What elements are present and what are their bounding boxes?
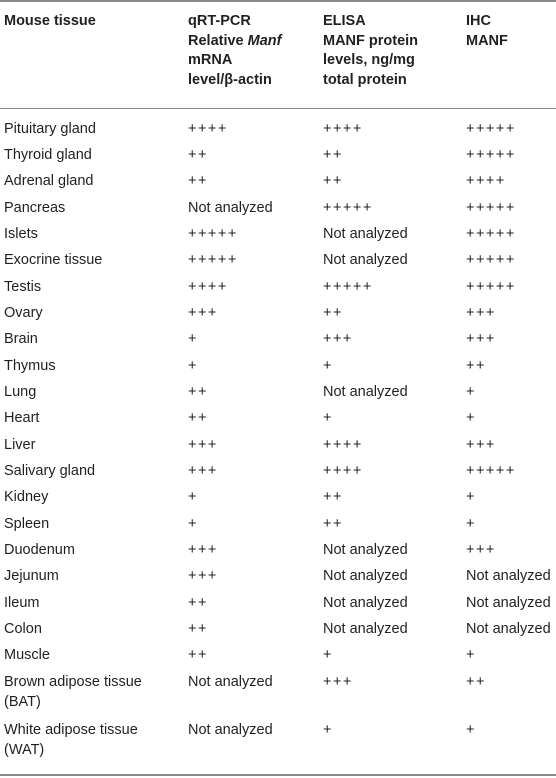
ihc-cell: ++ [466,358,486,374]
qrtpcr-cell: ++++ [188,121,228,137]
tissue-name-line: Brown adipose tissue [4,674,142,690]
tissue-name-line: Pituitary gland [4,121,96,137]
elisa-cell: +++ [323,674,353,690]
qrtpcr-cell: Not analyzed [188,200,273,216]
tissue-name-cell [4,119,96,139]
tissue-name-line: Exocrine tissue [4,252,103,268]
header-ihc [466,12,508,51]
elisa-cell: ++ [323,489,343,505]
table-bottom-rule [0,774,556,776]
tissue-name-line: Testis [4,279,42,295]
tissue-name-line: Muscle [4,647,50,663]
header-line: MANF [466,32,508,49]
elisa-cell: ++ [323,147,343,163]
elisa-cell: + [323,358,333,374]
tissue-name-line: Spleen [4,516,50,532]
tissue-name-cell [4,619,42,639]
elisa-cell: Not analyzed [323,621,408,637]
tissue-name-cell [4,250,102,270]
tissue-name-cell [4,277,41,297]
tissue-name-line: Ileum [4,595,40,611]
ihc-cell: +++++ [466,252,516,268]
elisa-cell: ++++ [323,437,363,453]
tissue-name-cell [4,408,39,428]
qrtpcr-cell: ++ [188,647,208,663]
ihc-cell: + [466,647,476,663]
header-line: MANF protein [323,32,419,49]
tissue-name-line: Adrenal gland [4,173,94,189]
tissue-name-cell [4,720,138,760]
header-divider-rule [0,108,556,109]
ihc-cell: +++ [466,437,496,453]
qrtpcr-cell: +++++ [188,226,238,242]
ihc-cell: Not analyzed [466,595,551,611]
qrtpcr-cell: Not analyzed [188,722,273,738]
ihc-cell: +++++ [466,463,516,479]
header-mouse-tissue [4,12,96,32]
elisa-cell: Not analyzed [323,542,408,558]
header-line: level/β-actin [188,71,272,88]
tissue-name-cell [4,356,56,376]
tissue-name-cell [4,435,35,455]
header-line: Relative Manf [188,32,282,49]
elisa-cell: ++ [323,516,343,532]
elisa-cell: ++ [323,173,343,189]
tissue-name-line: Ovary [4,305,43,321]
gene-name-italic: Manf [247,32,282,49]
qrtpcr-cell: ++ [188,621,208,637]
qrtpcr-cell: ++ [188,384,208,400]
tissue-name-line: Liver [4,437,36,453]
tissue-name-cell [4,461,95,481]
elisa-cell: + [323,722,333,738]
tissue-name-line: Thymus [4,358,56,374]
ihc-cell: + [466,722,476,738]
qrtpcr-cell: Not analyzed [188,674,273,690]
tissue-name-cell [4,540,75,560]
tissue-name-cell [4,487,48,507]
header-line: Mouse tissue [4,13,96,29]
tissue-name-cell [4,329,38,349]
ihc-cell: + [466,384,476,400]
tissue-name-line: Brain [4,331,38,347]
tissue-name-line: Islets [4,226,38,242]
ihc-cell: +++++ [466,226,516,242]
tissue-name-line: Duodenum [4,542,75,558]
ihc-cell: +++ [466,331,496,347]
header-qrtpcr [188,12,282,90]
tissue-name-line: Pancreas [4,200,66,216]
qrtpcr-cell: + [188,489,198,505]
qrtpcr-cell: +++ [188,568,218,584]
ihc-cell: +++++ [466,121,516,137]
tissue-name-cell [4,645,50,665]
header-elisa [323,12,418,90]
tissue-name-cell [4,514,49,534]
elisa-cell: Not analyzed [323,226,408,242]
elisa-cell: + [323,410,333,426]
elisa-cell: Not analyzed [323,595,408,611]
ihc-cell: Not analyzed [466,621,551,637]
tissue-name-cell [4,566,59,586]
qrtpcr-cell: ++++ [188,279,228,295]
elisa-cell: ++++ [323,121,363,137]
ihc-cell: +++++ [466,279,516,295]
qrtpcr-cell: +++ [188,437,218,453]
header-line: ELISA [323,13,366,29]
ihc-cell: +++++ [466,200,516,216]
qrtpcr-cell: + [188,516,198,532]
tissue-name-line: (WAT) [4,742,45,758]
table-top-rule [0,0,556,2]
tissue-name-line: White adipose tissue [4,722,138,738]
qrtpcr-cell: +++++ [188,252,238,268]
qrtpcr-cell: ++ [188,147,208,163]
elisa-cell: Not analyzed [323,252,408,268]
qrtpcr-cell: + [188,358,198,374]
tissue-name-cell [4,198,65,218]
elisa-cell: +++++ [323,200,373,216]
ihc-cell: +++++ [466,147,516,163]
tissue-name-line: Kidney [4,489,49,505]
tissue-name-line: (BAT) [4,694,41,710]
ihc-cell: + [466,410,476,426]
tissue-name-line: Thyroid gland [4,147,92,163]
ihc-cell: +++ [466,305,496,321]
elisa-cell: +++ [323,331,353,347]
header-line: total protein [323,71,407,88]
ihc-cell: ++ [466,674,486,690]
elisa-cell: Not analyzed [323,384,408,400]
qrtpcr-cell: ++ [188,410,208,426]
tissue-name-cell [4,171,94,191]
elisa-cell: +++++ [323,279,373,295]
tissue-name-line: Salivary gland [4,463,96,479]
header-line: levels, ng/mg [323,52,415,68]
elisa-cell: Not analyzed [323,568,408,584]
ihc-cell: +++ [466,542,496,558]
tissue-name-cell [4,303,43,323]
qrtpcr-cell: ++ [188,595,208,611]
elisa-cell: ++++ [323,463,363,479]
qrtpcr-cell: + [188,331,198,347]
header-line: mRNA [188,52,233,68]
ihc-cell: Not analyzed [466,568,551,584]
elisa-cell: ++ [323,305,343,321]
tissue-name-line: Colon [4,621,42,637]
ihc-cell: + [466,489,476,505]
tissue-name-line: Jejunum [4,568,59,584]
tissue-name-cell [4,145,92,165]
tissue-name-line: Lung [4,384,37,400]
tissue-name-cell [4,224,38,244]
qrtpcr-cell: +++ [188,463,218,479]
header-line: IHC [466,13,491,29]
tissue-name-cell [4,593,39,613]
qrtpcr-cell: +++ [188,305,218,321]
ihc-cell: ++++ [466,173,506,189]
tissue-name-cell [4,672,142,712]
ihc-cell: + [466,516,476,532]
tissue-name-cell [4,382,36,402]
qrtpcr-cell: ++ [188,173,208,189]
qrtpcr-cell: +++ [188,542,218,558]
header-line: qRT-PCR [188,13,251,29]
elisa-cell: + [323,647,333,663]
tissue-name-line: Heart [4,410,40,426]
